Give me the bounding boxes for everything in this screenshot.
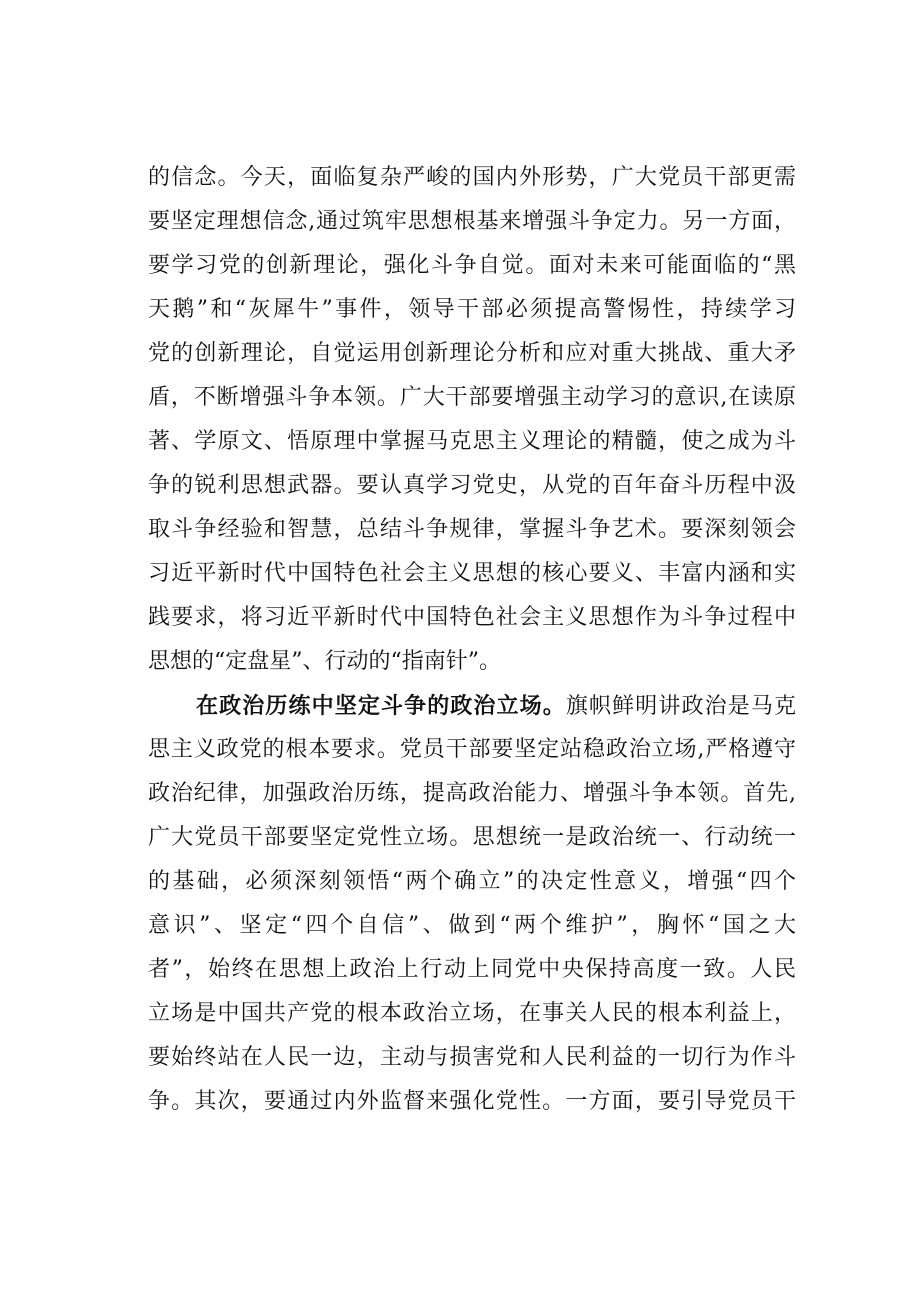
text-line: 著、学原文、悟原理中掌握马克思主义理论的精髓，使之成为斗 [148, 429, 796, 454]
text-line: 争。其次，要通过内外监督来强化党性。一方面，要引导党员干 [148, 1089, 796, 1114]
text-line: 的基础，必须深刻领悟“两个确立”的决定性意义，增强“四个 [148, 869, 796, 894]
text-line: 要坚定理想信念,通过筑牢思想根基来增强斗争定力。另一方面， [148, 209, 796, 234]
text-line-rest: 旗帜鲜明讲政治是马克 [565, 694, 796, 719]
text-line: 意识”、坚定“四个自信”、做到“两个维护”，胸怀“国之大 [148, 913, 796, 938]
text-line: 者”，始终在思想上政治上行动上同党中央保持高度一致。人民 [148, 957, 796, 982]
text-line: 要学习党的创新理论，强化斗争自觉。面对未来可能面临的“黑 [148, 253, 796, 278]
text-line: 盾，不断增强斗争本领。广大干部要增强主动学习的意识,在读原 [148, 385, 796, 410]
text-line: 取斗争经验和智慧，总结斗争规律，掌握斗争艺术。要深刻领会 [148, 517, 796, 542]
text-line: 习近平新时代中国特色社会主义思想的核心要义、丰富内涵和实 [148, 561, 796, 586]
text-line: 思想的“定盘星”、行动的“指南针”。 [148, 649, 501, 674]
text-line: 广大党员干部要坚定党性立场。思想统一是政治统一、行动统一 [148, 825, 796, 850]
text-line: 天鹅”和“灰犀牛”事件，领导干部必须提高警惕性，持续学习 [148, 297, 796, 322]
text-line: 争的锐利思想武器。要认真学习党史，从党的百年奋斗历程中汲 [148, 473, 796, 498]
text-line: 践要求，将习近平新时代中国特色社会主义思想作为斗争过程中 [148, 605, 796, 630]
text-line: 要始终站在人民一边，主动与损害党和人民利益的一切行为作斗 [148, 1045, 796, 1070]
section-heading: 在政治历练中坚定斗争的政治立场。 [196, 693, 566, 719]
text-line: 立场是中国共产党的根本政治立场，在事关人民的根本利益上， [148, 1001, 796, 1026]
text-line: 党的创新理论，自觉运用创新理论分析和应对重大挑战、重大矛 [148, 341, 796, 366]
text-line: 政治纪律，加强政治历练，提高政治能力、增强斗争本领。首先, [148, 781, 796, 806]
paragraph-first-line [196, 686, 796, 726]
text-line: 思主义政党的根本要求。党员干部要坚定站稳政治立场,严格遵守 [148, 737, 796, 762]
text-line: 的信念。今天，面临复杂严峻的国内外形势，广大党员干部更需 [148, 165, 796, 190]
